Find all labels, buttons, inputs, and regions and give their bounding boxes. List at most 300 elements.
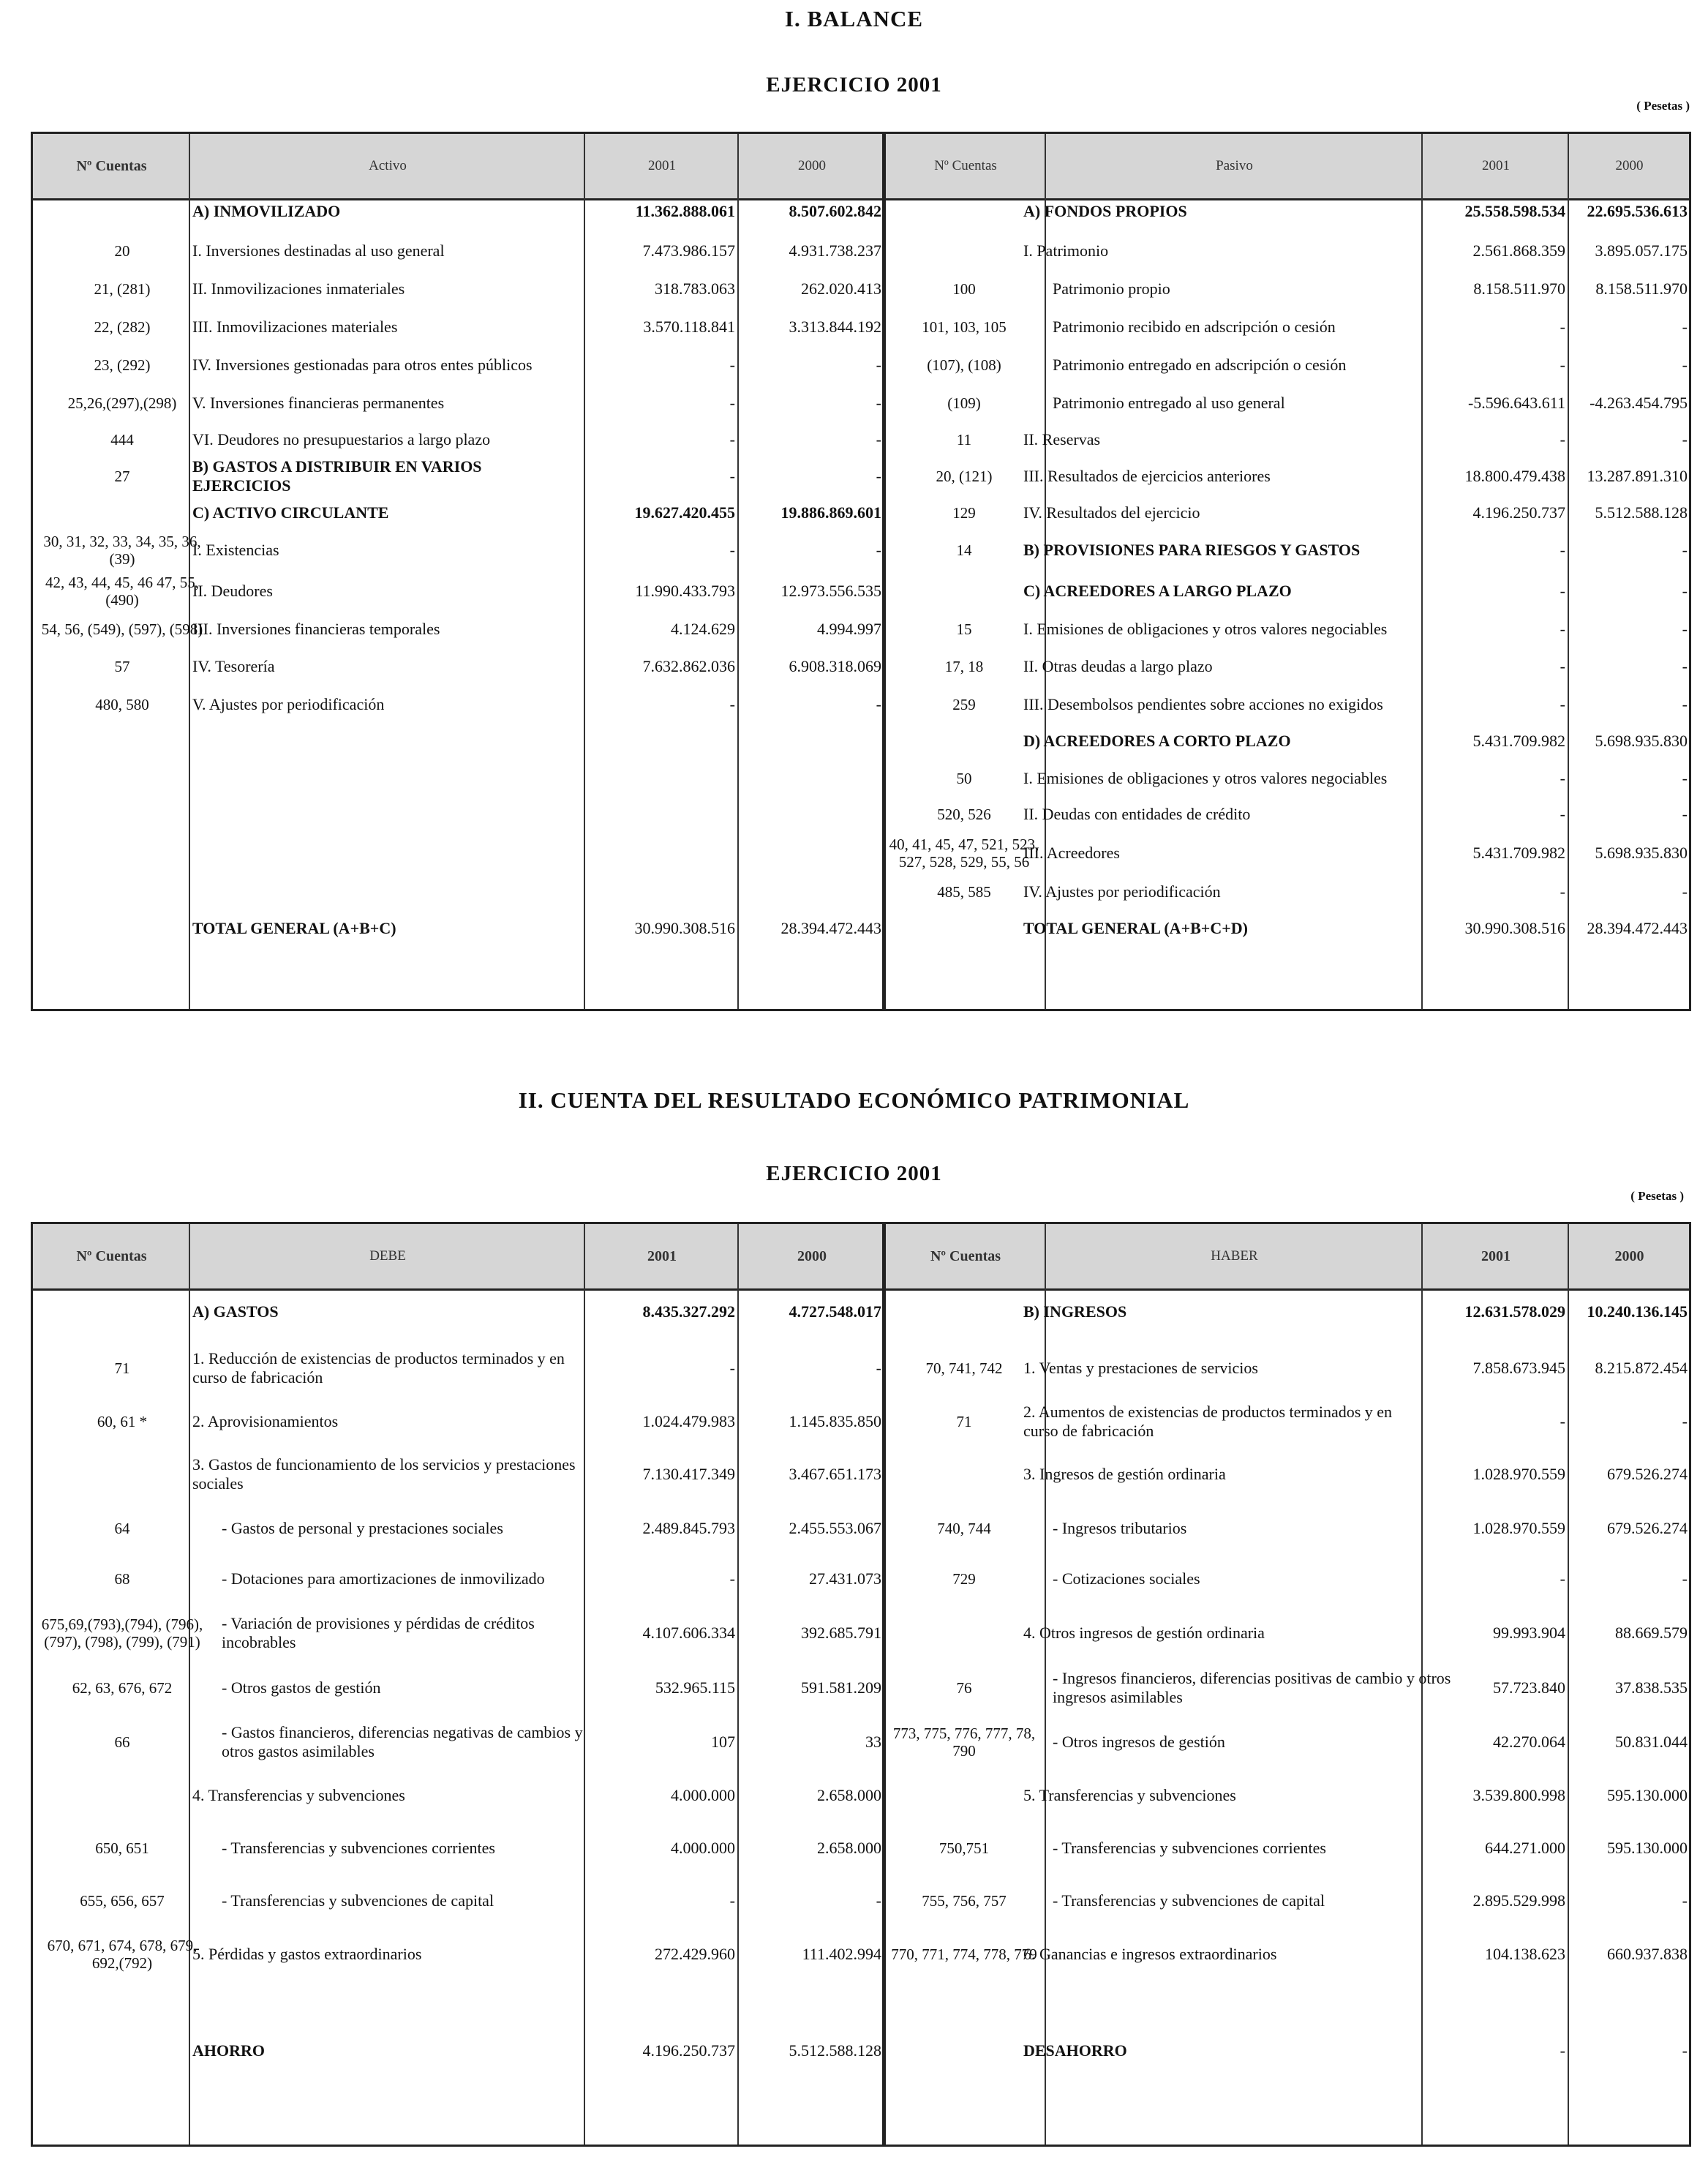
table-row: [33, 573, 1689, 609]
pasivo-2001: -: [1560, 657, 1565, 675]
header-activo-2000: 2000: [798, 158, 826, 173]
table-row: [33, 650, 1689, 683]
activo-label: I. Inversiones destinadas al uso general: [192, 241, 445, 260]
pasivo-cuenta-code: 11: [956, 431, 972, 449]
pasivo-cuenta-code: [887, 200, 1041, 223]
haber-cuenta-code: 750,751: [938, 1839, 990, 1857]
cuenta-code: 480, 580: [95, 696, 149, 713]
haber-cuenta-code: 76: [956, 1679, 972, 1697]
pasivo-label: I. Emisiones de obligaciones y otros valores negociables: [1023, 769, 1388, 787]
pasivo-label: II. Reservas: [1023, 430, 1101, 449]
activo-2001: -: [729, 356, 735, 374]
haber-2000: 8.215.872.454: [1595, 1359, 1688, 1377]
activo-label: I. Existencias: [192, 541, 279, 559]
cuenta-code: 444: [110, 431, 134, 449]
balance-subtitle: EJERCICIO 2001: [766, 73, 942, 97]
haber-2001: 104.138.623: [1485, 1945, 1565, 1963]
pasivo-label: Patrimonio entregado en adscripción o cesión: [1053, 356, 1347, 374]
haber-2000: 10.240.136.145: [1587, 1302, 1688, 1321]
haber-2000: 88.669.579: [1615, 1624, 1688, 1642]
haber-cuenta-code: [887, 1776, 1041, 1815]
debe-2000: 2.658.000: [817, 1839, 881, 1857]
pasivo-cuenta-code: 101, 103, 105: [922, 318, 1007, 336]
pasivo-2000: -4.263.454.795: [1590, 394, 1688, 412]
pasivo-2001: 25.558.598.534: [1464, 202, 1565, 220]
pasivo-label: II. Deudas con entidades de crédito: [1023, 805, 1251, 823]
activo-2001: -: [729, 695, 735, 713]
pasivo-2001: 5.431.709.982: [1472, 732, 1565, 750]
pasivo-label: III. Resultados de ejercicios anteriores: [1023, 467, 1271, 485]
debe-2000: 3.467.651.173: [789, 1465, 881, 1483]
pasivo-2001: 4.196.250.737: [1472, 503, 1565, 522]
haber-cuenta-code: [887, 1448, 1041, 1501]
haber-label: 6. Ganancias e ingresos extraordinarios: [1023, 1945, 1277, 1963]
pasivo-2001: -: [1560, 620, 1565, 638]
header-pasivo-2001: 2001: [1482, 158, 1510, 173]
pasivo-2000: -: [1682, 805, 1688, 823]
table-row: [33, 389, 1689, 418]
table-row: [33, 425, 1689, 454]
haber-2000: 660.937.838: [1607, 1945, 1688, 1963]
pasivo-2000: -: [1682, 356, 1688, 374]
haber-2000: 37.838.535: [1615, 1678, 1688, 1697]
pasivo-2000: -: [1682, 695, 1688, 713]
debe-label: - Transferencias y subvenciones de capital: [222, 1891, 494, 1910]
debe-2001: 8.435.327.292: [642, 1302, 735, 1321]
activo-label: II. Deudores: [192, 582, 273, 600]
cuenta-code: 54, 56, (549), (597), (598): [41, 620, 203, 638]
pasivo-cuenta-code: 40, 41, 45, 47, 521, 523, 527, 528, 529, 55, 56: [889, 836, 1039, 871]
haber-2001: 1.028.970.559: [1472, 1519, 1565, 1537]
header-haber: HABER: [1211, 1248, 1258, 1264]
haber-label: 2. Aumentos de existencias de productos terminados y en curso de fabricación: [1023, 1403, 1393, 1440]
balance-header-row: [33, 134, 1689, 200]
table-row-total: [33, 2035, 1689, 2067]
activo-2000: -: [876, 695, 881, 713]
debe-2001: 4.000.000: [671, 1786, 735, 1804]
activo-2001: -: [729, 394, 735, 412]
haber-2001: 1.028.970.559: [1472, 1465, 1565, 1483]
haber-label: - Transferencias y subvenciones corrientes: [1053, 1839, 1326, 1857]
pasivo-cuenta-code: 14: [956, 541, 972, 559]
haber-cuenta-code: 740, 744: [937, 1520, 991, 1537]
debe-label: 2. Aprovisionamientos: [192, 1412, 339, 1430]
debe-2001: 272.429.960: [655, 1945, 735, 1963]
table-row: [33, 826, 1689, 880]
table-row: [33, 1448, 1689, 1501]
activo-2001: 7.632.862.036: [642, 657, 735, 675]
activo-label: II. Inmovilizaciones inmateriales: [192, 279, 405, 298]
pasivo-2001: -5.596.643.611: [1467, 394, 1565, 412]
debe-2000: 2.658.000: [817, 1786, 881, 1804]
activo-2000: 262.020.413: [801, 279, 881, 298]
pasivo-label: IV. Ajustes por periodificación: [1023, 882, 1221, 901]
cuenta-code: 30, 31, 32, 33, 34, 35, 36, (39): [43, 533, 201, 568]
header-activo-2001: 2001: [648, 158, 676, 173]
pasivo-label: III. Acreedores: [1023, 844, 1120, 862]
haber-2000: 595.130.000: [1607, 1786, 1688, 1804]
pasivo-cuenta-code: 520, 526: [937, 806, 991, 823]
activo-2000: 12.973.556.535: [780, 582, 881, 600]
table-row: [33, 236, 1689, 266]
cuenta-code: 60, 61 *: [97, 1413, 148, 1430]
pasivo-total-label: TOTAL GENERAL (A+B+C+D): [1023, 919, 1248, 937]
activo-label: V. Ajustes por periodificación: [192, 695, 385, 713]
haber-2000: 679.526.274: [1607, 1465, 1688, 1483]
resultado-table: [31, 1222, 1691, 2147]
haber-label: B) INGRESOS: [1023, 1302, 1127, 1321]
activo-total-2001: 30.990.308.516: [634, 919, 735, 937]
haber-cuenta-code: 71: [956, 1413, 972, 1430]
header-debe-2001: 2001: [647, 1248, 677, 1264]
haber-label: 1. Ventas y prestaciones de servicios: [1023, 1359, 1258, 1377]
activo-2000: -: [876, 356, 881, 374]
pasivo-label: II. Otras deudas a largo plazo: [1023, 657, 1213, 675]
debe-label: 3. Gastos de funcionamiento de los servicios y prestaciones sociales: [192, 1455, 576, 1493]
pasivo-label: B) PROVISIONES PARA RIESGOS Y GASTOS: [1023, 541, 1361, 559]
pasivo-2001: -: [1560, 769, 1565, 787]
debe-label: - Transferencias y subvenciones corrientes: [222, 1839, 495, 1857]
header-pasivo: Pasivo: [1216, 158, 1253, 173]
haber-2001: -: [1560, 1412, 1565, 1430]
debe-2001: 4.000.000: [671, 1839, 735, 1857]
activo-2001: -: [729, 467, 735, 485]
table-row: [33, 880, 1689, 904]
haber-label: - Ingresos financieros, diferencias positivas de cambio y otros ingresos asimilables: [1053, 1669, 1451, 1706]
pasivo-2000: 13.287.891.310: [1587, 467, 1688, 485]
activo-label: VI. Deudores no presupuestarios a largo plazo: [192, 430, 491, 449]
cuenta-code: 670, 671, 674, 678, 679, 692,(792): [47, 1937, 197, 1972]
cuenta-code: 25,26,(297),(298): [67, 394, 177, 412]
pasivo-2000: 5.698.935.830: [1595, 844, 1688, 862]
debe-2001: 107: [711, 1733, 735, 1751]
pasivo-2001: -: [1560, 318, 1565, 336]
pasivo-2001: -: [1560, 541, 1565, 559]
pasivo-2001: -: [1560, 805, 1565, 823]
activo-label: III. Inversiones financieras temporales: [192, 620, 440, 638]
cuenta-code: 21, (281): [94, 280, 151, 298]
activo-2000: 6.908.318.069: [789, 657, 881, 675]
cuenta-code: 650, 651: [95, 1839, 149, 1857]
balance-unit: ( Pesetas ): [1636, 99, 1690, 113]
pasivo-2001: 8.158.511.970: [1473, 279, 1565, 298]
activo-2000: 8.507.602.842: [789, 202, 881, 220]
cuenta-code: 20: [114, 242, 130, 260]
pasivo-cuenta-code: 17, 18: [944, 658, 984, 675]
debe-label: - Dotaciones para amortizaciones de inmovilizado: [222, 1569, 545, 1588]
activo-2000: -: [876, 394, 881, 412]
header-haber-2001: 2001: [1481, 1248, 1511, 1264]
debe-2001: 7.130.417.349: [642, 1465, 735, 1483]
activo-label: IV. Tesorería: [192, 657, 275, 675]
cuenta-code: [37, 1448, 207, 1501]
debe-label: - Variación de provisiones y pérdidas de créditos incobrables: [222, 1614, 535, 1651]
pasivo-cuenta-code: 20, (121): [936, 468, 993, 485]
table-row: [33, 1397, 1689, 1447]
table-row: [33, 1665, 1689, 1711]
table-row: [33, 757, 1689, 800]
header-activo: Activo: [369, 158, 407, 173]
balance-table: [31, 132, 1691, 1011]
table-row: [33, 609, 1689, 649]
activo-label: III. Inmovilizaciones materiales: [192, 318, 398, 336]
pasivo-2001: -: [1560, 582, 1565, 600]
table-row: [33, 1776, 1689, 1815]
table-row: [33, 1925, 1689, 1984]
haber-2000: -: [1682, 1891, 1688, 1910]
activo-2001: -: [729, 430, 735, 449]
debe-2000: 591.581.209: [801, 1678, 881, 1697]
table-row: [33, 1828, 1689, 1868]
pasivo-label: I. Patrimonio: [1023, 241, 1109, 260]
activo-2000: 19.886.869.601: [780, 503, 881, 522]
header-pasivo-2000: 2000: [1615, 158, 1644, 173]
activo-2001: -: [729, 541, 735, 559]
pasivo-2000: -: [1682, 882, 1688, 901]
activo-2001: 4.124.629: [671, 620, 735, 638]
cuenta-code: 71: [114, 1359, 130, 1377]
debe-label: - Otros gastos de gestión: [222, 1678, 381, 1697]
haber-label: - Transferencias y subvenciones de capital: [1053, 1891, 1325, 1910]
table-row: [33, 684, 1689, 725]
balance-title: I. BALANCE: [784, 6, 924, 31]
cuenta-code: 62, 63, 676, 672: [72, 1679, 173, 1697]
pasivo-label: D) ACREEDORES A CORTO PLAZO: [1023, 732, 1291, 750]
table-row: [33, 1341, 1689, 1395]
haber-2001: -: [1560, 1569, 1565, 1588]
pasivo-label: IV. Resultados del ejercicio: [1023, 503, 1200, 522]
cuenta-code: [37, 1776, 207, 1815]
haber-2000: 679.526.274: [1607, 1519, 1688, 1537]
haber-label: 5. Transferencias y subvenciones: [1023, 1786, 1236, 1804]
table-row: [33, 727, 1689, 756]
debe-2000: -: [876, 1359, 881, 1377]
activo-2000: -: [876, 430, 881, 449]
debe-2001: -: [729, 1891, 735, 1910]
pasivo-2000: -: [1682, 657, 1688, 675]
activo-2001: 7.473.986.157: [642, 241, 735, 260]
pasivo-cuenta-code: 100: [952, 280, 976, 298]
haber-2001: 42.270.064: [1493, 1733, 1565, 1751]
activo-label: IV. Inversiones gestionadas para otros entes públicos: [192, 356, 533, 374]
debe-2000: 4.727.548.017: [789, 1302, 881, 1321]
desahorro-label: DESAHORRO: [1023, 2041, 1127, 2060]
activo-2001: 318.783.063: [655, 279, 735, 298]
pasivo-cuenta-code: [887, 236, 1041, 266]
header-haber-2000: 2000: [1614, 1248, 1644, 1264]
debe-2000: 2.455.553.067: [789, 1519, 881, 1537]
haber-cuenta-code: [887, 1297, 1041, 1327]
cuenta-code: [37, 200, 207, 223]
table-row-total: [33, 914, 1689, 943]
haber-2001: 2.895.529.998: [1472, 1891, 1565, 1910]
table-row: [33, 456, 1689, 497]
activo-total-label: TOTAL GENERAL (A+B+C): [192, 919, 396, 937]
debe-2000: 33: [865, 1733, 881, 1751]
cuenta-code: 42, 43, 44, 45, 46 47, 55, (490): [45, 574, 199, 609]
haber-2000: 50.831.044: [1615, 1733, 1688, 1751]
haber-cuenta-code: 773, 775, 776, 777, 78, 790: [892, 1725, 1036, 1760]
debe-label: A) GASTOS: [192, 1302, 279, 1321]
pasivo-label: Patrimonio recibido en adscripción o cesión: [1053, 318, 1336, 336]
debe-2000: 1.145.835.850: [789, 1412, 881, 1430]
activo-2001: 3.570.118.841: [643, 318, 735, 336]
desahorro-2001: -: [1560, 2041, 1565, 2060]
cuenta-code: 57: [114, 658, 130, 675]
pasivo-cuenta-code: 50: [956, 770, 972, 787]
pasivo-2000: -: [1682, 769, 1688, 787]
debe-2000: -: [876, 1891, 881, 1910]
cuenta-code: [37, 1297, 207, 1327]
haber-cuenta-code: 770, 771, 774, 778, 779: [891, 1946, 1037, 1963]
cuenta-code: 27: [114, 468, 130, 485]
pasivo-cuenta-code: (109): [947, 394, 981, 412]
haber-2001: 644.271.000: [1485, 1839, 1565, 1857]
pasivo-2001: -: [1560, 695, 1565, 713]
pasivo-2001: 5.431.709.982: [1472, 844, 1565, 862]
header-cuentas-pasivo: Nº Cuentas: [934, 158, 997, 173]
pasivo-2001: -: [1560, 882, 1565, 901]
pasivo-2000: -: [1682, 582, 1688, 600]
pasivo-2001: 18.800.479.438: [1464, 467, 1565, 485]
pasivo-2000: 5.512.588.128: [1595, 503, 1688, 522]
activo-label: A) INMOVILIZADO: [192, 202, 341, 220]
activo-2000: -: [876, 467, 881, 485]
debe-2000: 27.431.073: [809, 1569, 881, 1588]
pasivo-label: III. Desembolsos pendientes sobre acciones no exigidos: [1023, 695, 1383, 713]
activo-label: C) ACTIVO CIRCULANTE: [192, 503, 389, 522]
table-row: [33, 529, 1689, 571]
pasivo-2000: 8.158.511.970: [1595, 279, 1688, 298]
table-row: [33, 312, 1689, 342]
pasivo-label: C) ACREEDORES A LARGO PLAZO: [1023, 582, 1292, 600]
debe-2001: 4.107.606.334: [642, 1624, 735, 1642]
activo-2001: 11.990.433.793: [635, 582, 735, 600]
ahorro-label: AHORRO: [192, 2041, 265, 2060]
debe-2000: 111.402.994: [802, 1945, 881, 1963]
activo-label: B) GASTOS A DISTRIBUIR EN VARIOS EJERCICIOS: [192, 457, 482, 495]
haber-2001: 3.539.800.998: [1472, 1786, 1565, 1804]
table-row: [33, 1881, 1689, 1921]
pasivo-cuenta-code: [887, 573, 1041, 609]
pasivo-2000: -: [1682, 430, 1688, 449]
haber-label: - Otros ingresos de gestión: [1053, 1733, 1225, 1751]
table-row: [33, 1297, 1689, 1327]
debe-label: 4. Transferencias y subvenciones: [192, 1786, 405, 1804]
pasivo-cuenta-code: (107), (108): [927, 356, 1001, 374]
haber-label: - Cotizaciones sociales: [1053, 1569, 1200, 1588]
pasivo-label: Patrimonio propio: [1053, 279, 1170, 298]
pasivo-cuenta-code: 485, 585: [937, 883, 991, 901]
pasivo-total-2000: 28.394.472.443: [1587, 919, 1688, 937]
pasivo-cuenta-code: 129: [952, 504, 976, 522]
pasivo-label: A) FONDOS PROPIOS: [1023, 202, 1187, 220]
activo-2000: 4.931.738.237: [789, 241, 881, 260]
pasivo-label: I. Emisiones de obligaciones y otros valores negociables: [1023, 620, 1388, 638]
debe-2001: 532.965.115: [655, 1678, 735, 1697]
cuenta-code: 66: [114, 1733, 130, 1751]
table-row: [33, 1607, 1689, 1659]
cuenta-code: 22, (282): [94, 318, 151, 336]
pasivo-2000: 22.695.536.613: [1587, 202, 1688, 220]
desahorro-2000: -: [1682, 2041, 1688, 2060]
debe-2001: -: [729, 1569, 735, 1588]
cuenta-code: 675,69,(793),(794), (796), (797), (798), (799), (791): [41, 1616, 203, 1651]
table-row: [33, 1508, 1689, 1549]
table-row: [33, 498, 1689, 528]
haber-label: 4. Otros ingresos de gestión ordinaria: [1023, 1624, 1265, 1642]
haber-label: - Ingresos tributarios: [1053, 1519, 1187, 1537]
debe-2000: 392.685.791: [801, 1624, 881, 1642]
table-row: [33, 801, 1689, 828]
haber-cuenta-code: 729: [952, 1570, 976, 1588]
pasivo-cuenta-code: 15: [956, 620, 972, 638]
pasivo-total-2001: 30.990.308.516: [1464, 919, 1565, 937]
resultado-title: II. CUENTA DEL RESULTADO ECONÓMICO PATRIMONIAL: [518, 1087, 1190, 1113]
table-row: [33, 1552, 1689, 1606]
haber-2000: 595.130.000: [1607, 1839, 1688, 1857]
resultado-unit: ( Pesetas ): [1630, 1189, 1684, 1203]
activo-2000: 4.994.997: [817, 620, 881, 638]
haber-2001: 12.631.578.029: [1464, 1302, 1565, 1321]
activo-2000: -: [876, 541, 881, 559]
resultado-header-row: [33, 1224, 1689, 1291]
haber-cuenta-code: 70, 741, 742: [925, 1359, 1003, 1377]
header-cuentas-activo: Nº Cuentas: [76, 158, 147, 174]
pasivo-2000: -: [1682, 541, 1688, 559]
pasivo-2001: 2.561.868.359: [1472, 241, 1565, 260]
activo-2001: 19.627.420.455: [634, 503, 735, 522]
haber-cuenta-code: 755, 756, 757: [922, 1892, 1007, 1910]
activo-2000: 3.313.844.192: [789, 318, 881, 336]
debe-2001: 2.489.845.793: [642, 1519, 735, 1537]
header-debe-2000: 2000: [797, 1248, 827, 1264]
cuenta-code: 64: [114, 1520, 130, 1537]
ahorro-2000: 5.512.588.128: [789, 2041, 881, 2060]
pasivo-2000: -: [1682, 620, 1688, 638]
debe-label: - Gastos financieros, diferencias negativas de cambios y otros gastos asimilables: [222, 1723, 583, 1760]
haber-2000: -: [1682, 1569, 1688, 1588]
header-debe: DEBE: [369, 1248, 406, 1264]
debe-label: 1. Reducción de existencias de productos terminados y en curso de fabricación: [192, 1349, 565, 1387]
debe-label: - Gastos de personal y prestaciones sociales: [222, 1519, 503, 1537]
pasivo-2000: 3.895.057.175: [1595, 241, 1688, 260]
cuenta-code: 23, (292): [94, 356, 151, 374]
header-cuentas-debe: Nº Cuentas: [76, 1248, 147, 1264]
haber-cuenta-code: [887, 1607, 1041, 1659]
ahorro-2001: 4.196.250.737: [642, 2041, 735, 2060]
debe-label: 5. Pérdidas y gastos extraordinarios: [192, 1945, 422, 1963]
haber-2001: 57.723.840: [1493, 1678, 1565, 1697]
table-row: [33, 1713, 1689, 1771]
haber-2001: 99.993.904: [1493, 1624, 1565, 1642]
table-row: [33, 200, 1689, 223]
pasivo-2001: -: [1560, 430, 1565, 449]
cuenta-code: [37, 498, 207, 528]
pasivo-2001: -: [1560, 356, 1565, 374]
resultado-subtitle: EJERCICIO 2001: [766, 1162, 942, 1185]
table-row: [33, 274, 1689, 304]
activo-label: V. Inversiones financieras permanentes: [192, 394, 445, 412]
haber-label: 3. Ingresos de gestión ordinaria: [1023, 1465, 1226, 1483]
haber-2001: 7.858.673.945: [1472, 1359, 1565, 1377]
header-cuentas-haber: Nº Cuentas: [930, 1248, 1001, 1264]
table-row: [33, 346, 1689, 384]
debe-2001: 1.024.479.983: [642, 1412, 735, 1430]
pasivo-2000: 5.698.935.830: [1595, 732, 1688, 750]
pasivo-cuenta-code: 259: [952, 696, 976, 713]
activo-total-2000: 28.394.472.443: [780, 919, 881, 937]
